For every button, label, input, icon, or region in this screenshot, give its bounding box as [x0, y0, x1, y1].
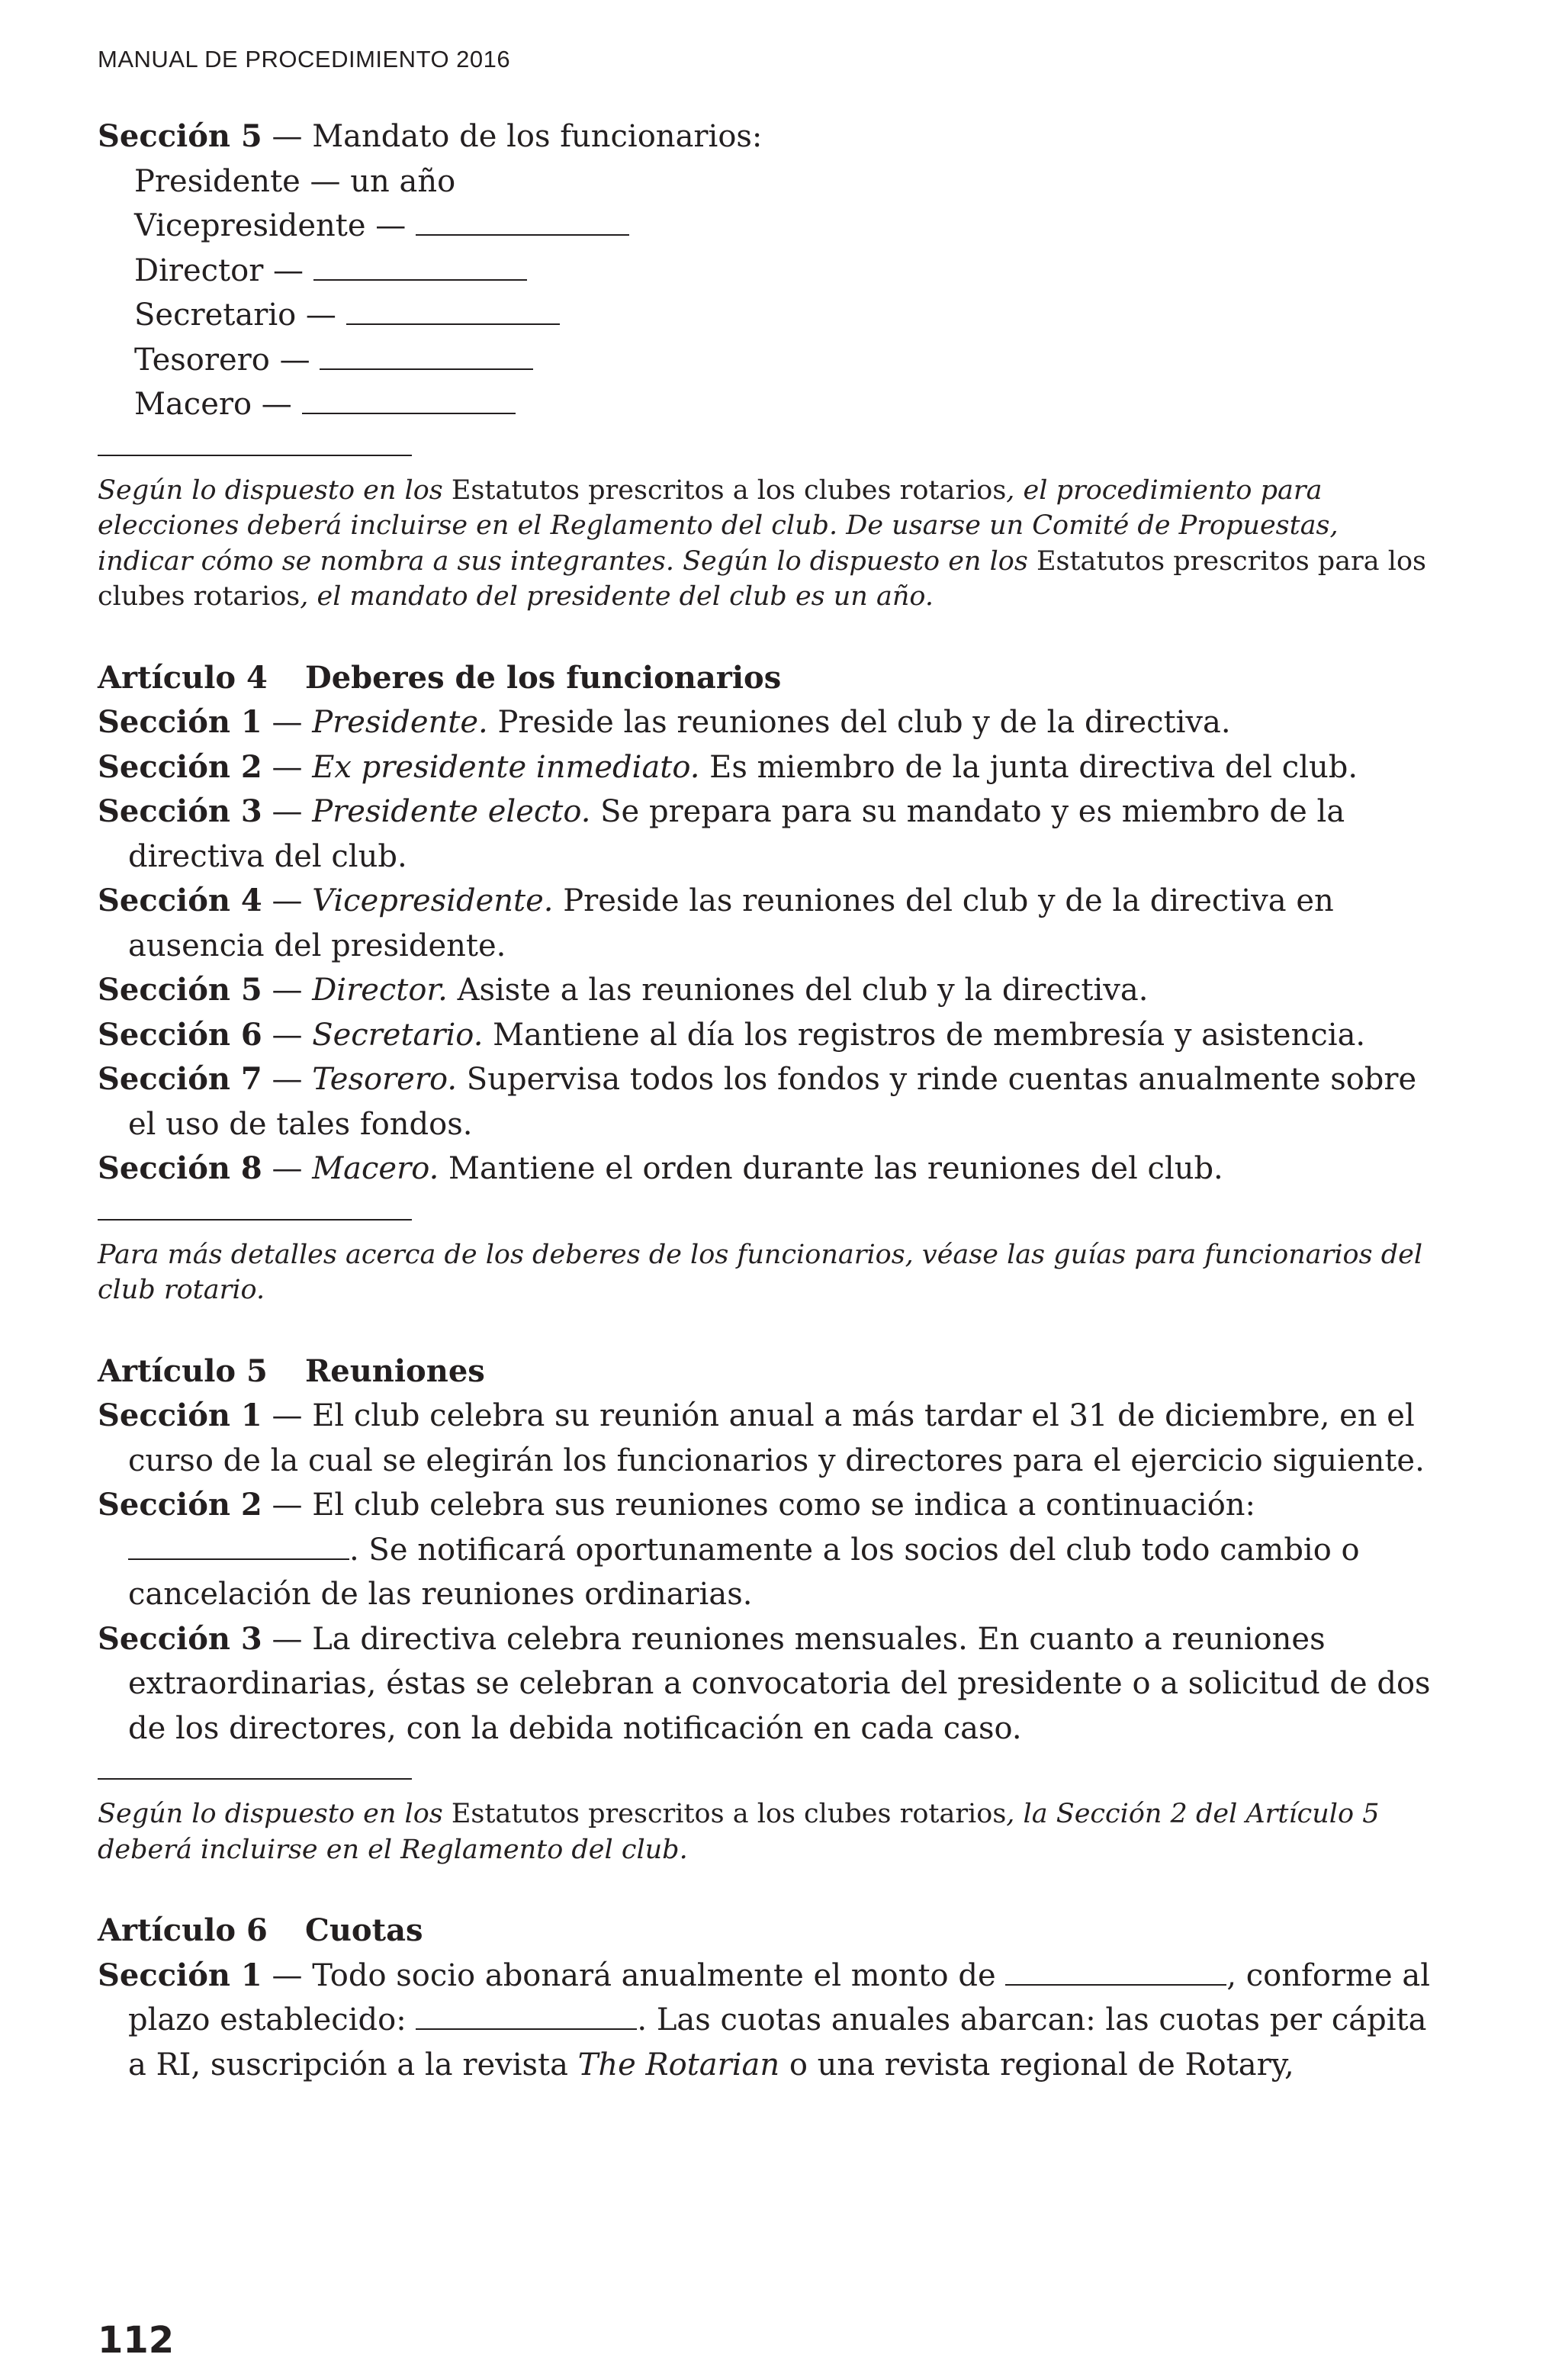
note-text: , la Sección 2 del Artículo 5 deberá incluirse en el Reglamento del club. — [98, 1799, 1380, 1865]
section-text: , conforme al plazo establecido: — [128, 1957, 1430, 2037]
section-text: Preside las reuniones del club y de la directiva. — [487, 705, 1231, 740]
officer-term-president — [98, 159, 1440, 204]
art4-section: Sección 6 — Secretario. Mantiene al día los registros de membresía y asistencia. — [98, 1016, 1366, 1053]
article-heading — [98, 1909, 1440, 1954]
section-role: Ex presidente inmediato. — [312, 749, 700, 785]
section-text: Es miembro de la junta directiva del club. — [699, 749, 1358, 785]
section-label: Sección 1 — [98, 1397, 262, 1433]
section-label: Sección 7 — [98, 1061, 262, 1097]
officer-text: Presidente — un año — [134, 163, 456, 199]
section-role: Tesorero. — [312, 1062, 458, 1097]
officer-term-sergeant — [98, 382, 1440, 427]
art4-section: Sección 3 — Presidente electo. Se prepara para su mandato y es miembro de la directiva del club. — [98, 793, 1345, 874]
section-role: Macero. — [312, 1151, 439, 1186]
section-text: — Mandato de los funcionarios: — [262, 119, 763, 154]
section-text: Supervisa todos los fondos y rinde cuentas anualmente sobre el uso de tales fondos. — [128, 1062, 1417, 1142]
art4-section: Sección 4 — Vicepresidente. Preside las reuniones del club y de la directiva en ausencia del presidente. — [98, 883, 1334, 963]
art5-section1 — [98, 1394, 1440, 1483]
section-label: Sección 1 — [98, 1957, 262, 1993]
section-label: Sección 2 — [98, 748, 262, 785]
section-text: . Las cuotas anuales abarcan: las cuotas per cápita a RI, suscripción a la revista — [128, 2002, 1427, 2082]
art4-section: Sección 7 — Tesorero. Supervisa todos los fondos y rinde cuentas anualmente sobre el uso de tales fondos. — [98, 1061, 1417, 1142]
section-label: Sección 5 — [98, 972, 262, 1008]
art4-section: Sección 1 — Presidente. Preside las reuniones del club y de la directiva. — [98, 704, 1231, 740]
note-meetings — [98, 1796, 1440, 1867]
fill-in-blank — [302, 413, 516, 414]
note-text: Según lo dispuesto en los — [98, 1799, 452, 1829]
section-text: o una revista regional de Rotary, — [779, 2047, 1294, 2082]
section-label: Sección 1 — [98, 704, 262, 740]
page-content — [98, 114, 1440, 2087]
article-title: Reuniones — [305, 1352, 485, 1389]
officer-text: Director — — [134, 252, 313, 288]
officer-text: Tesorero — — [134, 342, 320, 378]
section-label: Sección 3 — [98, 793, 262, 829]
article-title: Deberes de los funcionarios — [305, 659, 782, 696]
section-text: Mantiene al día los registros de membresía y asistencia. — [483, 1017, 1366, 1053]
art3-section5 — [98, 114, 1440, 159]
section-text: . Se notificará oportunamente a los socios del club todo cambio o cancelación de las reuniones ordinarias. — [128, 1532, 1360, 1612]
section-text: — Todo socio abonará anualmente el monto de — [262, 1957, 1006, 1993]
note-text: , el mandato del presidente del club es un año. — [300, 581, 934, 612]
note-text: Según lo dispuesto en los — [98, 474, 452, 506]
section-text: — La directiva celebra reuniones mensuales. En cuanto a reuniones extraordinarias, éstas se celebran a convocatoria del presidente o a solicitud de dos de los directores, con la debida notificación en cada caso. — [128, 1621, 1431, 1746]
section-text: Preside las reuniones del club y de la directiva en ausencia del presidente. — [128, 883, 1334, 963]
note-divider — [98, 1219, 412, 1221]
section-role: Presidente. — [312, 705, 488, 740]
art6-section1 — [98, 1954, 1440, 2088]
officer-text: Macero — — [134, 387, 302, 422]
fill-in-blank — [128, 1558, 349, 1560]
section-role: Vicepresidente. — [312, 883, 554, 918]
section-role: Director. — [312, 973, 448, 1008]
art5-section3 — [98, 1617, 1440, 1751]
section-role: Presidente electo. — [312, 794, 591, 829]
fill-in-blank — [346, 323, 560, 325]
fill-in-blank — [1005, 1984, 1226, 1986]
fill-in-blank — [416, 234, 629, 236]
note-duties: Para más detalles acerca de los deberes de los funcionarios, véase las guías para funcionarios del club rotario. — [98, 1239, 1423, 1305]
running-head: MANUAL DE PROCEDIMIENTO 2016 — [98, 46, 511, 72]
note-text: Estatutos prescritos para los clubes rotarios — [98, 545, 1427, 612]
officer-text: Secretario — — [134, 298, 346, 333]
officer-text: Vicepresidente — — [134, 208, 416, 243]
page-number: 112 — [98, 2319, 175, 2362]
section-role: Secretario. — [312, 1017, 484, 1053]
officer-term-treasurer — [98, 338, 1440, 383]
section-text: Se prepara para su mandato y es miembro de la directiva del club. — [128, 794, 1345, 874]
fill-in-blank — [313, 279, 527, 281]
article-number: Artículo 6 — [98, 1912, 268, 1948]
note-text: Estatutos prescritos a los clubes rotarios — [451, 474, 1007, 506]
fill-in-blank — [416, 2028, 637, 2030]
art4-section: Sección 8 — Macero. Mantiene el orden durante las reuniones del club. — [98, 1150, 1223, 1186]
note-divider — [98, 1778, 412, 1780]
section-label: Sección 2 — [98, 1487, 262, 1523]
article-number: Artículo 5 — [98, 1352, 268, 1389]
section-label: Sección 4 — [98, 883, 262, 918]
section-label: Sección 6 — [98, 1016, 262, 1053]
art4-section: Sección 2 — Ex presidente inmediato. Es miembro de la junta directiva del club. — [98, 748, 1358, 785]
section-text: — El club celebra su reunión anual a más tardar el 31 de diciembre, en el curso de la cual se elegirán los funcionarios y directores para el ejercicio siguiente. — [128, 1398, 1425, 1478]
art4-section: Sección 5 — Director. Asiste a las reuniones del club y la directiva. — [98, 972, 1149, 1008]
section-text: Asiste a las reuniones del club y la directiva. — [447, 973, 1149, 1008]
note-elections — [98, 473, 1440, 615]
note-divider — [98, 455, 412, 456]
officer-term-secretary — [98, 293, 1440, 338]
note-text: Estatutos prescritos a los clubes rotarios — [451, 1799, 1007, 1829]
note-text: , el procedimiento para elecciones deberá incluirse en el Reglamento del club. De usarse un Comité de Propuestas, indicar cómo se nombra a sus integrantes. Según lo dispuesto en los — [98, 474, 1339, 577]
fill-in-blank — [320, 368, 533, 370]
section-text: Mantiene el orden durante las reuniones del club. — [439, 1151, 1223, 1186]
article-heading — [98, 1349, 1440, 1394]
article-number: Artículo 4 — [98, 659, 268, 696]
section-text: — El club celebra sus reuniones como se indica a continuación: — [262, 1488, 1256, 1523]
article-heading — [98, 656, 1440, 701]
section-label: Sección 3 — [98, 1620, 262, 1657]
section-label: Sección 5 — [98, 118, 262, 154]
officer-term-vicepresident — [98, 204, 1440, 249]
magazine-title: The Rotarian — [577, 2047, 780, 2082]
article-title: Cuotas — [305, 1912, 423, 1948]
officer-term-director — [98, 249, 1440, 294]
section-label: Sección 8 — [98, 1150, 262, 1186]
art5-section2 — [98, 1483, 1440, 1617]
